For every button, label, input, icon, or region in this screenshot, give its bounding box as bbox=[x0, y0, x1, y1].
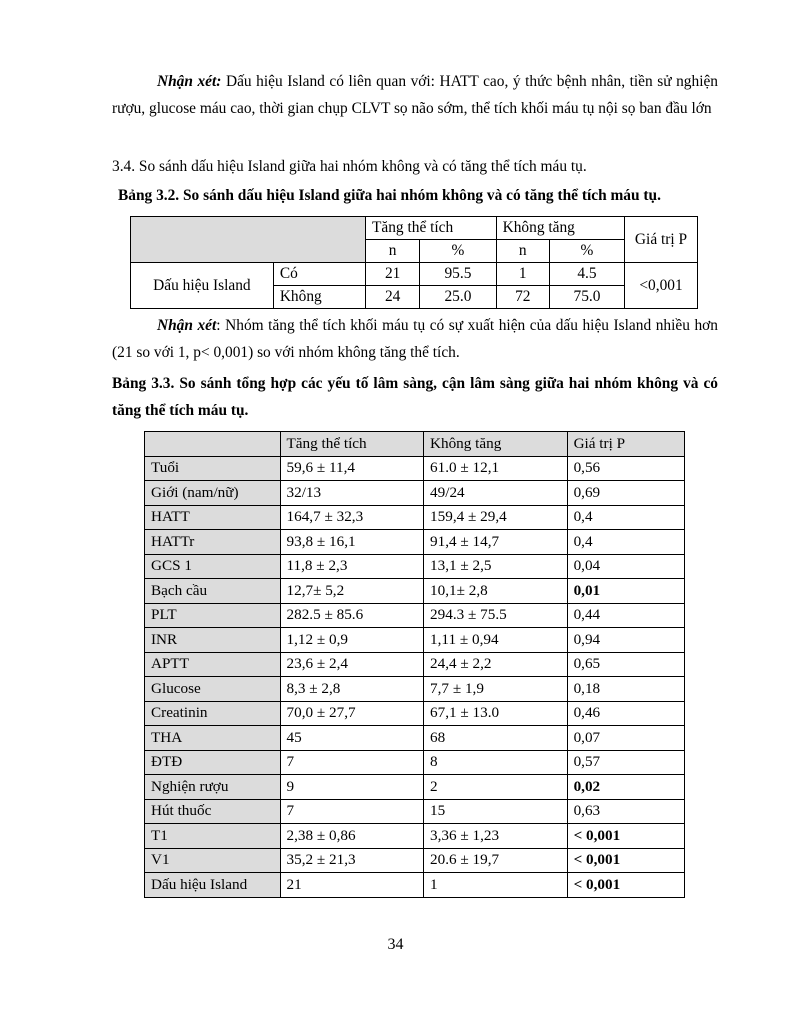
table2-cell: 11,8 ± 2,3 bbox=[280, 554, 424, 579]
table-row bbox=[145, 505, 685, 530]
table2-pvalue-cell: 0,07 bbox=[567, 726, 684, 751]
table2-row-label: Nghiện rượu bbox=[145, 775, 281, 800]
table2-cell: 68 bbox=[424, 726, 568, 751]
table2-cell: 21 bbox=[280, 873, 424, 898]
table2-cell: 93,8 ± 16,1 bbox=[280, 530, 424, 555]
table1-subheader-pct: % bbox=[420, 240, 496, 263]
table2-cell: 7 bbox=[280, 750, 424, 775]
table2-cell: 59,6 ± 11,4 bbox=[280, 456, 424, 481]
comment-label-1: Nhận xét: bbox=[157, 73, 222, 90]
table2-cell: 49/24 bbox=[424, 481, 568, 506]
table-summary-comparison bbox=[144, 431, 685, 898]
table1-caption: Bảng 3.2. So sánh dấu hiệu Island giữa hai nhóm không và có tăng thể tích máu tụ. bbox=[118, 187, 661, 204]
table2-row-label: ĐTĐ bbox=[145, 750, 281, 775]
table-row bbox=[145, 824, 685, 849]
table2-cell: 12,7± 5,2 bbox=[280, 579, 424, 604]
table2-row-label: INR bbox=[145, 628, 281, 653]
table2-pvalue-cell: 0,65 bbox=[567, 652, 684, 677]
table-row bbox=[145, 726, 685, 751]
table-row bbox=[145, 652, 685, 677]
table2-cell: 91,4 ± 14,7 bbox=[424, 530, 568, 555]
comment-text-2: : Nhóm tăng thể tích khối máu tụ có sự xuất hiện của dấu hiệu Island nhiều hơn (21 so với 1, p< 0,001) so với nhóm không tăng thể tích. bbox=[112, 317, 718, 361]
section-heading: 3.4. So sánh dấu hiệu Island giữa hai nhóm không và có tăng thể tích máu tụ. bbox=[112, 158, 587, 175]
table2-header-cell: Giá trị P bbox=[567, 432, 684, 457]
table2-row-label: T1 bbox=[145, 824, 281, 849]
table2-pvalue-cell: 0,4 bbox=[567, 530, 684, 555]
table1-cell: 4.5 bbox=[549, 263, 624, 286]
table2-pvalue-cell: 0,01 bbox=[567, 579, 684, 604]
table1-cell: 25.0 bbox=[420, 286, 496, 309]
table2-cell: 282.5 ± 85.6 bbox=[280, 603, 424, 628]
table-row bbox=[145, 750, 685, 775]
table2-pvalue-cell: 0,44 bbox=[567, 603, 684, 628]
table1-cell: 95.5 bbox=[420, 263, 496, 286]
table1-subheader-n: n bbox=[496, 240, 549, 263]
table2-cell: 7 bbox=[280, 799, 424, 824]
table2-cell: 15 bbox=[424, 799, 568, 824]
table1-cell: 75.0 bbox=[549, 286, 624, 309]
table2-row-label: Dấu hiệu Island bbox=[145, 873, 281, 898]
table1-cell: 72 bbox=[496, 286, 549, 309]
table2-cell: 9 bbox=[280, 775, 424, 800]
table2-cell: 35,2 ± 21,3 bbox=[280, 848, 424, 873]
table2-header-cell bbox=[145, 432, 281, 457]
table2-cell: 70,0 ± 27,7 bbox=[280, 701, 424, 726]
table2-pvalue-cell: 0,46 bbox=[567, 701, 684, 726]
table2-pvalue-cell: 0,18 bbox=[567, 677, 684, 702]
comment-paragraph-2 bbox=[112, 312, 718, 366]
table2-pvalue-cell: 0,4 bbox=[567, 505, 684, 530]
table1-cell: 21 bbox=[366, 263, 420, 286]
table2-cell: 159,4 ± 29,4 bbox=[424, 505, 568, 530]
table2-caption: Bảng 3.3. So sánh tổng hợp các yếu tố lâm sàng, cận lâm sàng giữa hai nhóm không và có tăng thể tích máu tụ. bbox=[112, 375, 718, 419]
table1-subheader-pct: % bbox=[549, 240, 624, 263]
table2-cell: 164,7 ± 32,3 bbox=[280, 505, 424, 530]
table1-corner-cell bbox=[131, 217, 366, 263]
comment-paragraph-1 bbox=[112, 68, 718, 122]
comment-label-2: Nhận xét bbox=[157, 317, 217, 334]
table1-sub-label: Không bbox=[273, 286, 365, 309]
table-row bbox=[145, 603, 685, 628]
table2-row-label: HATTr bbox=[145, 530, 281, 555]
table2-cell: 24,4 ± 2,2 bbox=[424, 652, 568, 677]
table-row bbox=[145, 530, 685, 555]
table2-row-label: HATT bbox=[145, 505, 281, 530]
table2-cell: 3,36 ± 1,23 bbox=[424, 824, 568, 849]
table2-cell: 61.0 ± 12,1 bbox=[424, 456, 568, 481]
table2-pvalue-cell: < 0,001 bbox=[567, 824, 684, 849]
comment-text-1: Dấu hiệu Island có liên quan với: HATT cao, ý thức bệnh nhân, tiền sử nghiện rượu, glucose máu cao, thời gian chụp CLVT sọ não sớm, thể tích khối máu tụ nội sọ ban đầu lớn bbox=[112, 73, 718, 117]
table2-cell: 8 bbox=[424, 750, 568, 775]
table2-row-label: APTT bbox=[145, 652, 281, 677]
table2-row-label: Giới (nam/nữ) bbox=[145, 481, 281, 506]
table2-cell: 1,11 ± 0,94 bbox=[424, 628, 568, 653]
table2-cell: 20.6 ± 19,7 bbox=[424, 848, 568, 873]
table2-row-label: PLT bbox=[145, 603, 281, 628]
table2-row-label: Glucose bbox=[145, 677, 281, 702]
table2-row-label: GCS 1 bbox=[145, 554, 281, 579]
table-island-comparison bbox=[130, 216, 698, 309]
table-row bbox=[145, 579, 685, 604]
table2-row-label: Creatinin bbox=[145, 701, 281, 726]
table2-cell: 45 bbox=[280, 726, 424, 751]
table-row bbox=[145, 848, 685, 873]
table2-header-cell: Tăng thể tích bbox=[280, 432, 424, 457]
table2-row-label: V1 bbox=[145, 848, 281, 873]
table2-row-label: Hút thuốc bbox=[145, 799, 281, 824]
table2-cell: 1,12 ± 0,9 bbox=[280, 628, 424, 653]
table2-row-label: Bạch cầu bbox=[145, 579, 281, 604]
table2-pvalue-cell: 0,57 bbox=[567, 750, 684, 775]
table2-cell: 2,38 ± 0,86 bbox=[280, 824, 424, 849]
table-row bbox=[145, 481, 685, 506]
table2-pvalue-cell: 0,56 bbox=[567, 456, 684, 481]
table2-pvalue-cell: 0,94 bbox=[567, 628, 684, 653]
table2-cell: 2 bbox=[424, 775, 568, 800]
table2-cell: 32/13 bbox=[280, 481, 424, 506]
table-row bbox=[145, 456, 685, 481]
table-row bbox=[145, 775, 685, 800]
table2-cell: 23,6 ± 2,4 bbox=[280, 652, 424, 677]
table1-header-pvalue: Giá trị P bbox=[625, 217, 698, 263]
table1-row-label: Dấu hiệu Island bbox=[131, 263, 274, 309]
table2-cell: 10,1± 2,8 bbox=[424, 579, 568, 604]
table-row bbox=[145, 873, 685, 898]
table1-pvalue: <0,001 bbox=[625, 263, 698, 309]
table1-header-group2: Không tăng bbox=[496, 217, 624, 240]
table2-cell: 8,3 ± 2,8 bbox=[280, 677, 424, 702]
table2-cell: 13,1 ± 2,5 bbox=[424, 554, 568, 579]
table2-pvalue-cell: < 0,001 bbox=[567, 873, 684, 898]
table1-cell: 24 bbox=[366, 286, 420, 309]
table1-header-group1: Tăng thể tích bbox=[366, 217, 497, 240]
table-row bbox=[145, 677, 685, 702]
page-number: 34 bbox=[387, 936, 404, 953]
table2-header-cell: Không tăng bbox=[424, 432, 568, 457]
table1-cell: 1 bbox=[496, 263, 549, 286]
table-row bbox=[145, 701, 685, 726]
table2-cell: 67,1 ± 13.0 bbox=[424, 701, 568, 726]
table2-row-label: THA bbox=[145, 726, 281, 751]
table2-cell: 294.3 ± 75.5 bbox=[424, 603, 568, 628]
table-row bbox=[145, 628, 685, 653]
table2-row-label: Tuổi bbox=[145, 456, 281, 481]
table2-pvalue-cell: 0,02 bbox=[567, 775, 684, 800]
table1-subheader-n: n bbox=[366, 240, 420, 263]
table-row bbox=[145, 554, 685, 579]
table-row bbox=[131, 263, 698, 286]
table2-pvalue-cell: 0,63 bbox=[567, 799, 684, 824]
table-row bbox=[145, 799, 685, 824]
table2-cell: 1 bbox=[424, 873, 568, 898]
table2-pvalue-cell: 0,69 bbox=[567, 481, 684, 506]
table1-sub-label: Có bbox=[273, 263, 365, 286]
table2-pvalue-cell: < 0,001 bbox=[567, 848, 684, 873]
table2-pvalue-cell: 0,04 bbox=[567, 554, 684, 579]
table2-cell: 7,7 ± 1,9 bbox=[424, 677, 568, 702]
